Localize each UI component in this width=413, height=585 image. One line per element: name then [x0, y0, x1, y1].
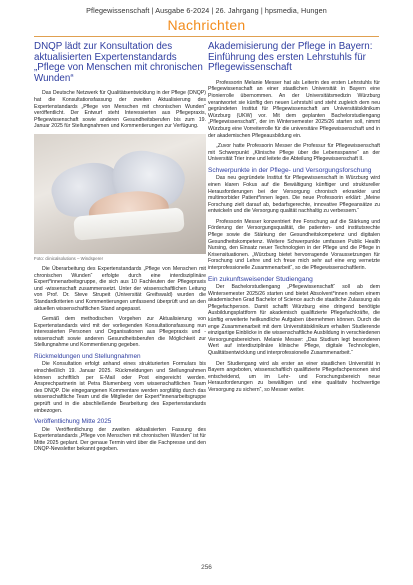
right-column: [208, 42, 380, 398]
article-headline-bayern: Akademisierung der Pflege in Bayern: Einführung des ersten Lehrstuhls für Pflegewissenschaft: [208, 41, 373, 74]
paragraph: Professorin Messer konzentriert ihre Forschung auf die Stärkung und Förderung der Versorgungsqualität, die patienten- und institutsrechte Pflege sowie die Stärkung der Gesundheitskompetenz und digitalen Gesundheitskompetenz. Weitere Schwerpunkte umfassen Public Health Nursing, den Einsatz neuer Technologien in der Pflege und die Pflege in Krisensituationen. „Würzburg bietet hervorragende Voraussetzungen für Forschung und Lehre und ich freue mich sehr auf eine eng vernetzte interprofessionelle Zusammenarbeit“, so die Pflegewissenschaftlerin.: [208, 218, 380, 272]
paragraph: Gemäß dem methodischen Vorgehen zur Aktualisierung von Expertenstandards wird mit der vorliegenden Konsultationsfassung nun interessierten Personen und Organisationen aus Pflegepraxis und -wissenschaft sowie anderen Gesundheitsberufen die Möglichkeit zur Stellungnahme und Kommentierung gegeben.: [34, 316, 206, 349]
wound-care-photo: [34, 134, 206, 254]
paragraph: Das neu gegründete Institut für Pflegewissenschaft in Würzburg wird einen klaren Fokus auf die Bewältigung künftiger und struktureller Herausforderungen bei der Versorgung chronisch erkrankter und multimorbider Patient*innen legen. Die neue Professorin erklärt: „Meine Forschung zielt darauf ab, bedarfsgerechte, innovative Pflegeansätze zu entwickeln und die Versorgung qualität nachhaltig zu verbessern.“: [208, 175, 380, 215]
photo-caption: Foto: clinicalsolutions – Windsperer: [34, 255, 104, 261]
subheading: Schwerpunkte in der Pflege- und Versorgungsforschung: [208, 166, 372, 174]
paragraph: „Zuvor hatte Professorin Messer die Professur für Pflegewissenschaft mit Schwerpunkt „Klinische Pflege über die Lebensspanne“ an der Universität Trier inne und leitete die Abteilung Pflegewissenschaft II.: [208, 143, 380, 163]
subheading: Rückmeldungen und Stellungnahmen: [34, 353, 141, 361]
paragraph: Professorin Melanie Messer hat als Leiterin des ersten Lehrstuhls für Pflegewissenschaft an einer staatlichen Universität in Bayern eine Pionierrolle übernommen. An der Universitätsmedizin Würzburg verantwortet sie künftig den neuen Lehrstuhl und steht zugleich dem neu gegründeten Institut für Pflegewissenschaft am Universitätsklinikum Würzburg (UKW) vor. Mit dem geplanten Bachelorstudiengang „Pflegewissenschaft“, der im Wintersemester 2025/26 starten soll, nimmt Würzburg eine Vorreiterrolle für die universitäre Pflegewissenschaft und in der akademischen Pflegeausbildung ein.: [208, 79, 380, 139]
page-number: 256: [201, 564, 212, 571]
paragraph: Die Überarbeitung des Expertenstandards „Pflege von Menschen mit chronischen Wunden“ erfolgte durch eine interdisziplinäre Expert*innenarbeitsgruppe, die sich aus 10 Fachleuten der Pflegepraxis und -wissenschaft zusammensetzt. Unter der wissenschaftlichen Leitung von Prof. Dr. Steve Strupeit (Universität Greifswald) wurden die Standardkriterien und Kommentierungen umfassend überprüft und an den aktuellen wissenschaftlichen Stand angepasst.: [34, 265, 206, 312]
paragraph: Das Deutsche Netzwerk für Qualitätsentwicklung in der Pflege (DNQP) hat die Konsultationsfassung der zweiten Aktualisierung des Expertenstandards „Pflege von Menschen mit chronischen Wunden“ veröffentlicht. Der Entwurf steht Interessierten aus Pflegepraxis, Pflegewissenschaft sowie anderen Gesundheitsberufen bis zum 19. Januar 2025 für Stellungnahmen und Kommentierungen zur Verfügung.: [34, 90, 206, 130]
paragraph: Der Bachelorstudiengang „Pflegewissenschaft“ soll ab dem Wintersemester 2025/26 starten und bietet Absolvent*innen neben einem akademischen Grad Bachelor of Science auch die staatliche Zulassung als Pflegefachperson. Damit schafft Würzburg eine dringend benötigte Ausbildungsplattform für akademisch qualifizierte Pflegefachkräfte, die künftig erweiterte heilkundliche Aufgaben übernehmen können. Durch die enge Zusammenarbeit mit dem Universitätsklinikum erhalten Studierende einzigartige Einblicke in die wissenschaftliche Ausbildung in verschiedenen Versorgungsbereichen. Melanie Messer: „Das Studium legt besonderen Wert auf interdisziplinäre klinische Pflege, digitale Technologien, Qualitätsentwicklung und interprofessionelle Zusammenarbeit.“: [208, 284, 380, 356]
section-title: Nachrichten: [167, 17, 246, 33]
subheading: Ein zukunftsweisender Studiengang: [208, 275, 313, 283]
subheading: Veröffentlichung Mitte 2025: [34, 418, 112, 426]
paragraph: Die Konsultation erfolgt anhand eines strukturierten Formulars bis einschließlich 19. Januar 2025. Rückmeldungen und Stellungnahmen können schriftlich per E-Mail oder Post eingereicht werden. Ansprechpartnerin ist Petra Blumenberg vom wissenschaftlichen Team des DNQP. Die eingegangenen Kommentare werden sorgfältig durch das wissenschaftliche Team und die Mitglieder der Expert*innenarbeitsgruppe geprüft und in die abschließende Bearbeitung des Expertenstandards einbezogen.: [34, 361, 206, 414]
running-header: Pflegewissenschaft | Ausgabe 6-2024 | 26. Jahrgang | hpsmedia, Hungen: [86, 6, 327, 15]
paragraph: Die Veröffentlichung der zweiten aktualisierten Fassung des Expertenstandards „Pflege von Menschen mit chronischen Wunden“ ist für Mitte 2025 geplant. Der genaue Termin wird über die Fachpresse und den DNQP-Newsletter bekannt gegeben.: [34, 426, 206, 453]
left-column: [34, 42, 206, 457]
header-divider: [34, 36, 379, 37]
article-headline-dnqp: DNQP lädt zur Konsultation des aktualisierten Expertenstandards: [34, 41, 177, 63]
paragraph: Der Studiengang wird als erster an einer staatlichen Universität in Bayern angeboten, wissenschaftlich qualifizierte Pflegefachpersonen sind entscheidend, um im Lehr- und Forschungsbereich neue Herausforderungen zu bewältigen und eine qualitativ hochwertige Versorgung zu sichern“, so Messer weiter.: [208, 360, 380, 393]
article-headline-dnqp-sub: „Pflege von Menschen mit chronischen Wunden“: [34, 62, 203, 84]
